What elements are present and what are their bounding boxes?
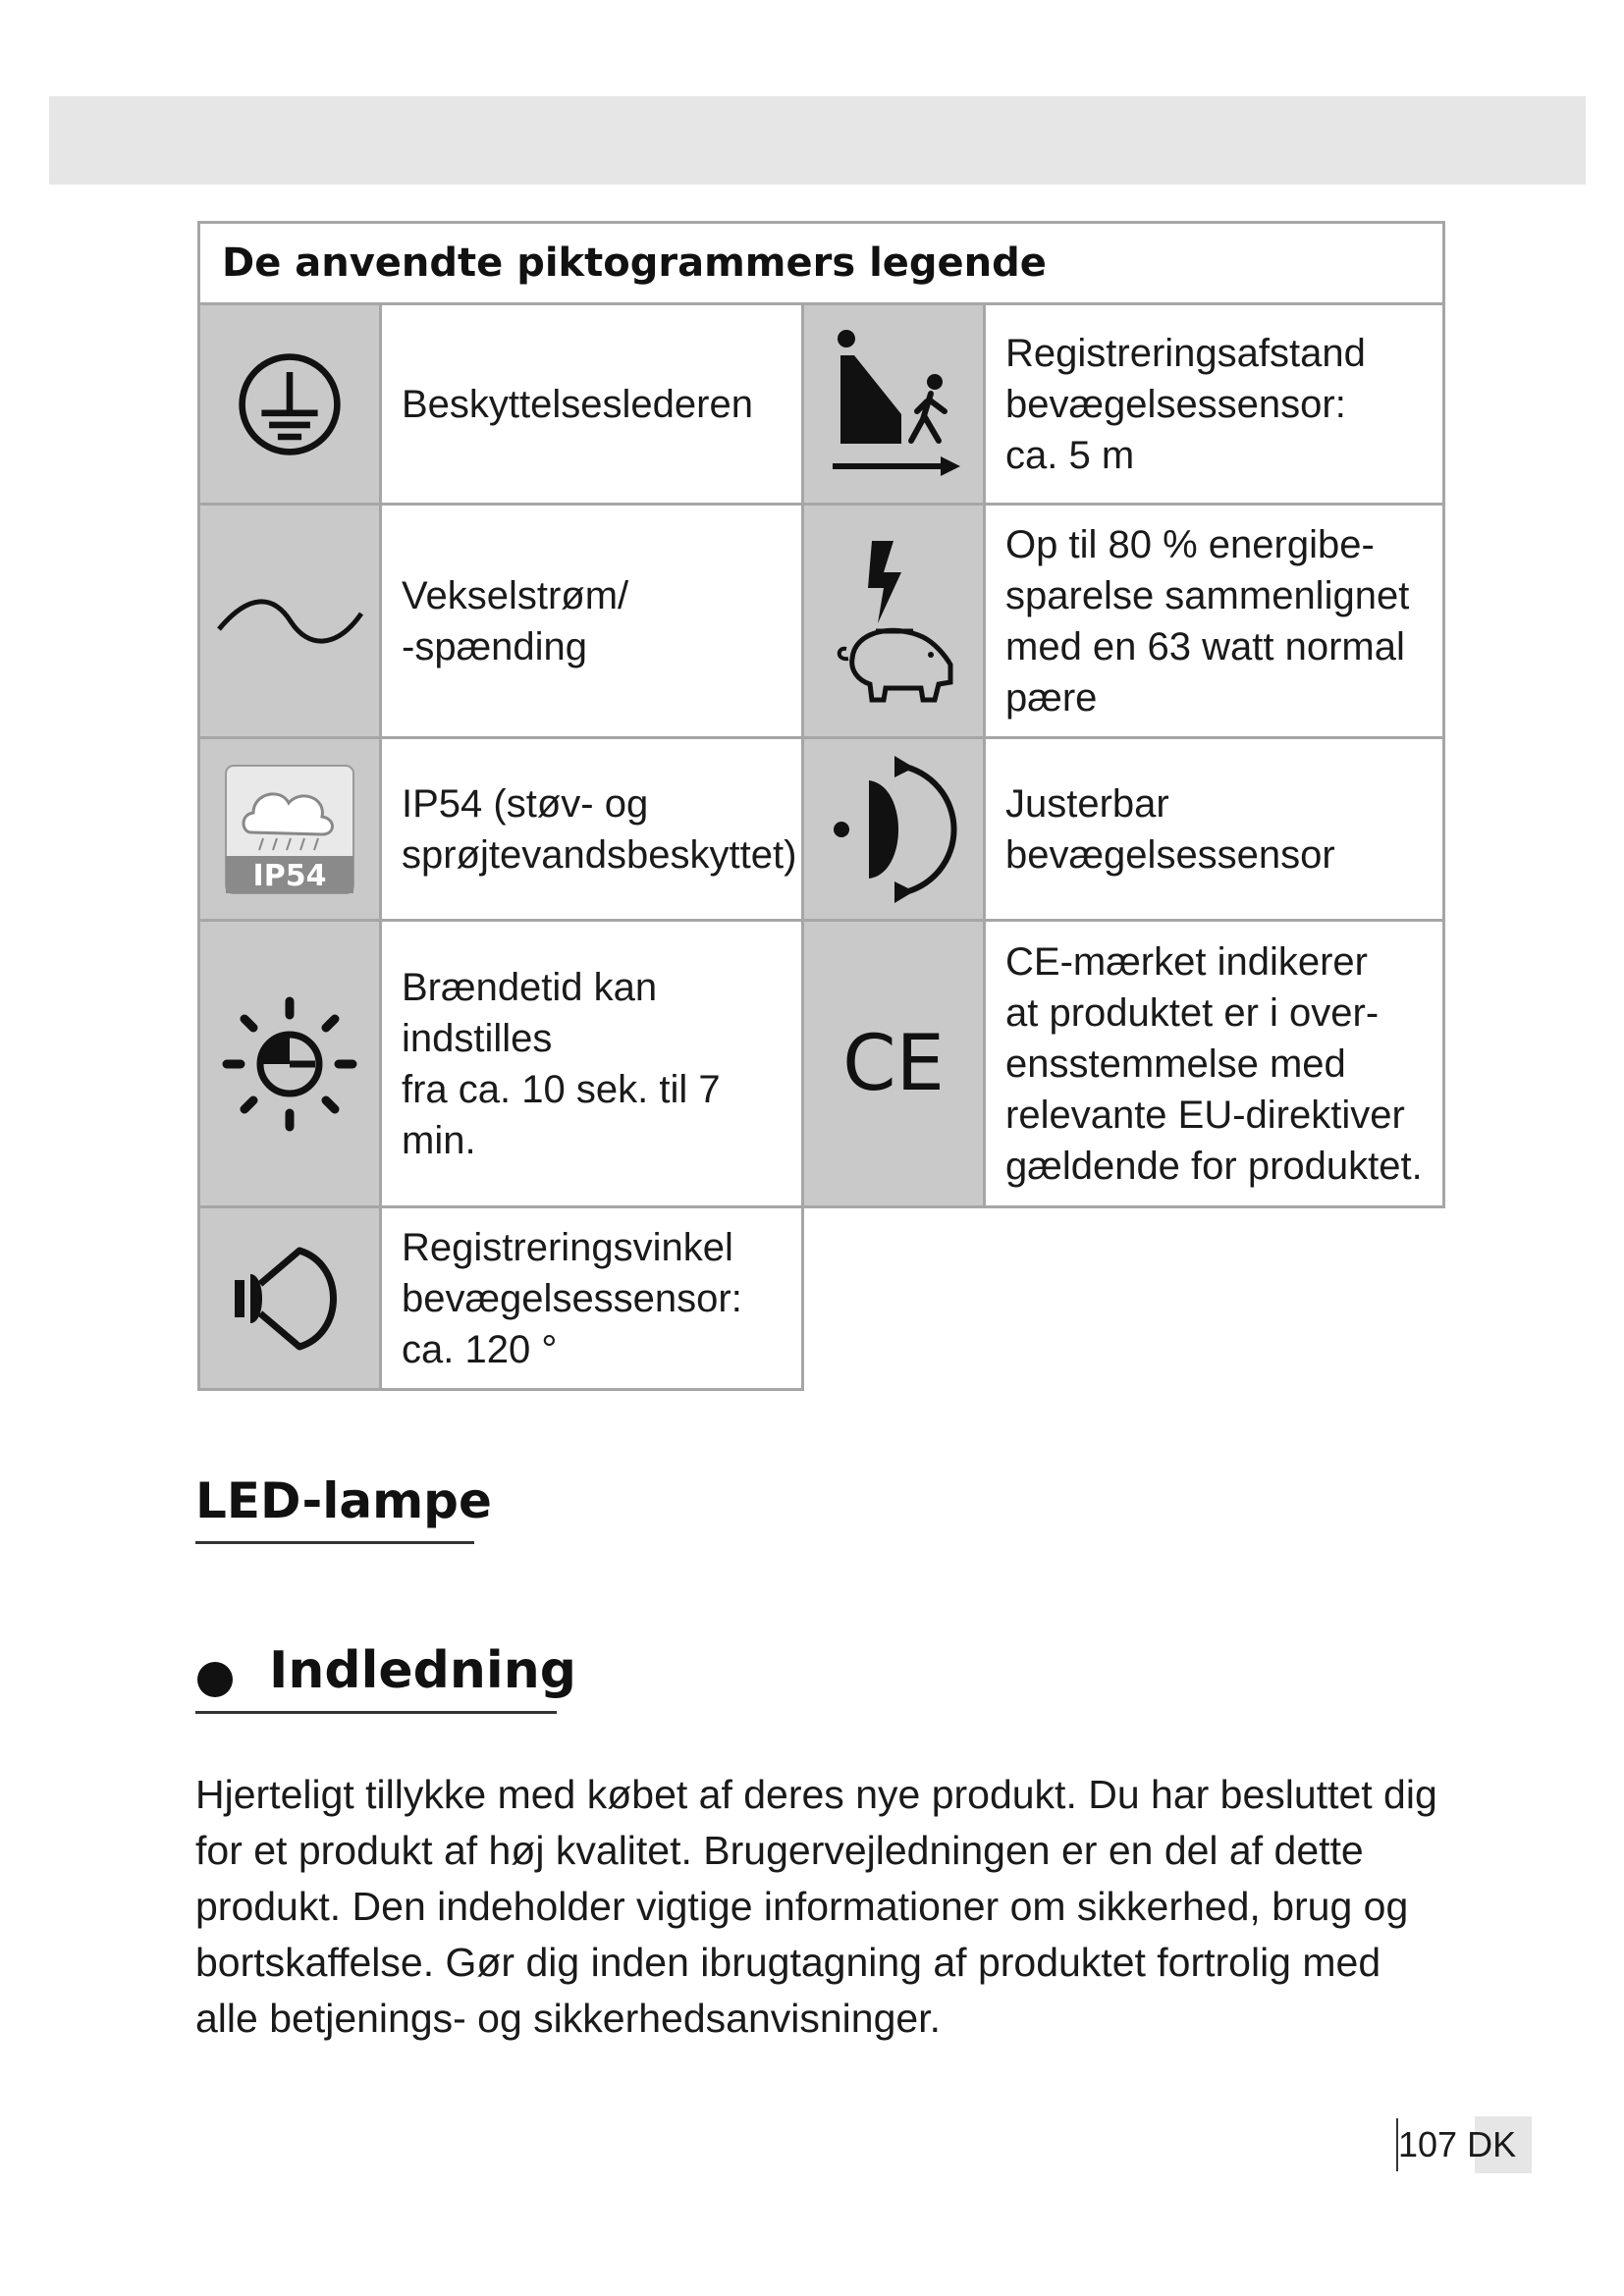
detection-range-icon: [803, 304, 985, 505]
ip54-icon-label: IP54: [252, 858, 327, 893]
page-number: 107 DK: [1398, 2124, 1517, 2164]
protective-earth-icon: [199, 304, 381, 505]
timer-sun-icon: [199, 921, 381, 1207]
bullet-icon: [197, 1662, 233, 1697]
adjustable-sensor-icon: [803, 738, 985, 921]
legend-text-ce-mark: CE-mærket indikerer at produktet er i over- ensstemmelse med relevante EU-direktiver gældende for produktet.: [985, 921, 1444, 1207]
ce-mark-icon: [803, 921, 985, 1207]
legend-text-energy-saving: Op til 80 % energibe- sparelse sammenlignet med en 63 watt normal pære: [985, 505, 1444, 738]
section-title-underline: [195, 1541, 474, 1544]
detection-angle-icon: [199, 1207, 381, 1390]
legend-title: De anvendte piktogrammers legende: [199, 223, 1444, 304]
legend-text-alternating-current: Vekselstrøm/ -spænding: [381, 505, 803, 738]
legend-text-ip54: IP54 (støv- og sprøjtevandsbeskyttet): [381, 738, 803, 921]
energy-saving-icon: [803, 505, 985, 738]
ip54-icon: [199, 738, 381, 921]
legend-text-burn-time: Brændetid kan indstilles fra ca. 10 sek. til 7 min.: [381, 921, 803, 1207]
subsection-title: Indledning: [269, 1641, 576, 1700]
alternating-current-icon: [199, 505, 381, 738]
legend-text-detection-angle: Registreringsvinkel bevægelsessensor: ca. 120 °: [381, 1207, 803, 1390]
legend-text-detection-range: Registreringsafstand bevægelsessensor: ca. 5 m: [985, 304, 1444, 505]
pictogram-legend-table: [197, 221, 1442, 1387]
legend-text-adjustable-sensor: Justerbar bevægelsessensor: [985, 738, 1444, 921]
section-title: LED-lampe: [195, 1472, 492, 1529]
subsection-title-underline: [195, 1711, 557, 1714]
header-band: [49, 96, 1586, 185]
ce-mark-label: CE: [842, 1024, 945, 1103]
intro-paragraph: Hjerteligt tillykke med købet af deres nye produkt. Du har besluttet dig for et produkt af høj kvalitet. Brugervejledningen er en del af dette produkt. Den indeholder vigtige informationer om sikkerhed, brug og bortskaffelse. Gør dig inden ibrugtagning af produktet fortrolig med alle betjenings- og sikkerhedsanvisninger.: [195, 1772, 1437, 2041]
legend-text-protective-earth: Beskyttelseslederen: [381, 304, 803, 505]
